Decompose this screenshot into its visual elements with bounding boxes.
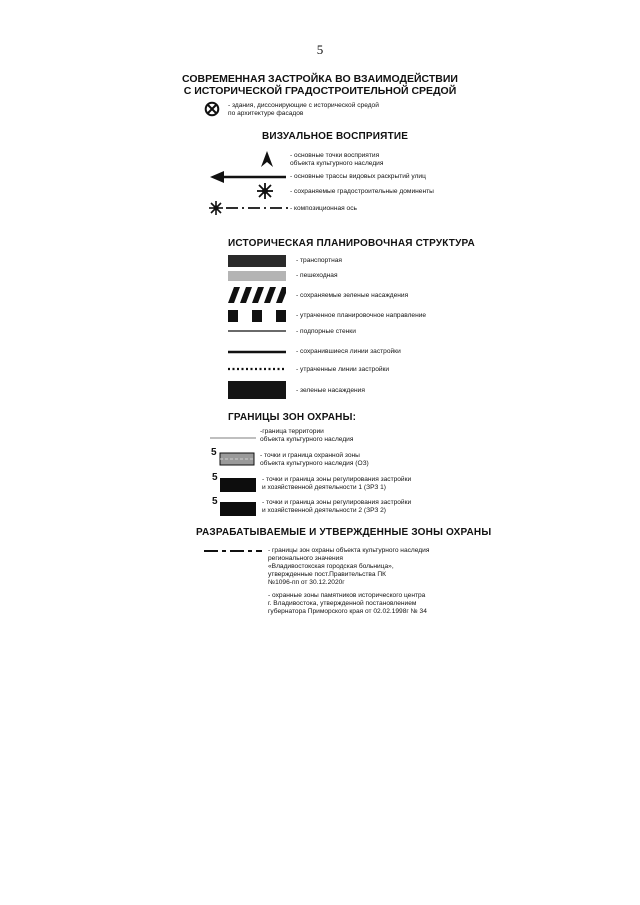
visual-legend-viewpoints (290, 152, 383, 168)
composition-axis-icon (208, 200, 288, 216)
pedestrian-symbol (228, 271, 286, 281)
section-title-developed: РАЗРАБАТЫВАЕМЫЕ И УТВЕРЖДЕННЫЕ ЗОНЫ ОХРАНЫ (196, 527, 492, 538)
section-title-modern (150, 73, 490, 97)
legend-line: объекта культурного наследия (260, 436, 354, 443)
historic-legend-greenery: - зеленые насаждения (296, 387, 365, 394)
legend-line: - точки и граница зоны регулирования застройки (262, 476, 412, 483)
section-title-zones: ГРАНИЦЫ ЗОН ОХРАНЫ: (228, 412, 357, 423)
visual-legend-axis: - композиционная ось (290, 205, 357, 212)
legend-line: утвержденные пост.Правительства ПК (268, 571, 386, 578)
legend-line: - здания, диссонирующие с исторической средой (228, 102, 379, 109)
developed-legend-approved (268, 547, 429, 587)
historic-legend-pedestrian: - пешеходная (296, 272, 338, 279)
zones-legend-oz (260, 452, 369, 468)
historic-legend-retaining-wall: - подпорные стенки (296, 328, 356, 335)
protection-zone-symbol (220, 453, 254, 465)
section-title-visual: ВИЗУАЛЬНОЕ ВОСПРИЯТИЕ (262, 131, 409, 142)
title-line-2: С ИСТОРИЧЕСКОЙ ГРАДОСТРОИТЕЛЬНОЙ СРЕДОЙ (183, 85, 457, 97)
dissonant-building-icon (204, 101, 220, 117)
dissonant-legend-text (228, 102, 379, 118)
legend-line: регионального значения (268, 555, 343, 562)
historic-legend-preserved-lines: - сохранившиеся линии застройки (296, 348, 401, 355)
heritage-territory-line-symbol (210, 436, 256, 440)
legend-line: -граница территории (260, 428, 324, 435)
legend-line: - точки и граница зоны регулирования застройки (262, 499, 412, 506)
legend-line: - границы зон охраны объекта культурного наследия (268, 547, 430, 554)
historic-legend-transport: - транспортная (296, 257, 342, 264)
historic-legend-greenery-hatch: - сохраняемые зеленые насаждения (296, 292, 409, 299)
visual-legend-dominants: - сохраняемые градостроительные доминенты (290, 188, 434, 195)
visual-legend-corridors: - основные трассы видовых раскрытий улиц (290, 173, 426, 180)
preserved-greenery-hatch-symbol (228, 287, 286, 303)
legend-line: по архитектуре фасадов (228, 110, 304, 117)
legend-line: объекта культурного наследия (290, 160, 384, 167)
legend-line: №1096-пп от 30.12.2020г (268, 579, 345, 586)
viewpoint-arrow-icon (259, 150, 275, 168)
legend-line: объекта культурного наследия (ОЗ) (260, 460, 369, 467)
legend-line: - основные точки восприятия (290, 152, 380, 159)
legend-line: и хозяйственной деятельности 2 (ЗРЗ 2) (262, 507, 386, 514)
legend-line: - точки и граница охранной зоны (260, 452, 360, 459)
zone-marker-number: 5 (211, 447, 217, 458)
lost-building-line-symbol (228, 366, 286, 372)
zrz2-symbol (220, 502, 256, 516)
legend-line: г. Владивостока, утвержденной постановлением (268, 600, 417, 607)
section-title-historic: ИСТОРИЧЕСКАЯ ПЛАНИРОВОЧНАЯ СТРУКТУРА (228, 238, 475, 249)
view-corridor-arrow-icon (210, 170, 286, 184)
legend-line: и хозяйственной деятельности 1 (ЗРЗ 1) (262, 484, 386, 491)
historic-legend-lost-lines: - утраченные линии застройки (296, 366, 390, 373)
zone-marker-number: 5 (212, 472, 218, 483)
legend-line: губернатора Приморского края от 02.02.1998г № 34 (268, 608, 427, 615)
legend-line: - охранные зоны памятников исторического центра (268, 592, 426, 599)
page-number: 5 (316, 42, 324, 57)
retaining-wall-symbol (228, 329, 286, 333)
legend-line: «Владивостокская городская больница», (268, 563, 394, 570)
approved-zone-boundary-symbol (204, 548, 262, 554)
title-line-1: СОВРЕМЕННАЯ ЗАСТРОЙКА ВО ВЗАИМОДЕЙСТВИИ (182, 73, 458, 85)
historic-legend-lost-direction: - утраченное планировочное направление (296, 312, 427, 319)
zones-legend-zrz2 (262, 499, 411, 515)
preserved-building-line-symbol (228, 349, 286, 355)
lost-direction-symbol (228, 310, 286, 322)
greenery-symbol (228, 381, 286, 399)
zone-marker-number: 5 (212, 496, 218, 507)
zones-legend-territory (260, 428, 353, 444)
developed-legend-center-zones (268, 592, 427, 616)
transport-symbol (228, 255, 286, 267)
dominant-star-icon (257, 183, 273, 199)
zones-legend-zrz1 (262, 476, 411, 492)
zrz1-symbol (220, 478, 256, 492)
